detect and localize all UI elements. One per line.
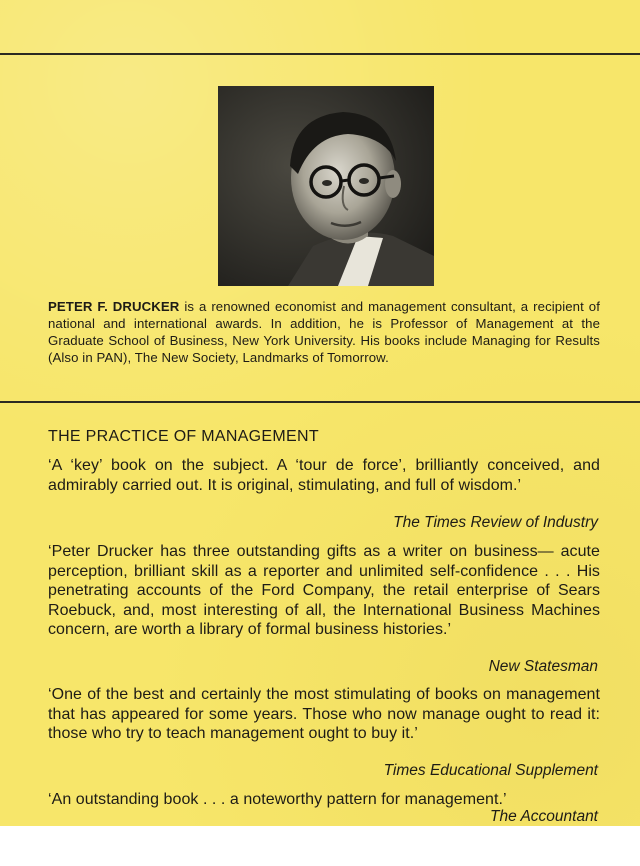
book-title: THE PRACTICE OF MANAGEMENT <box>48 428 319 445</box>
review-quote-1: ‘A ‘key’ book on the subject. A ‘tour de force’, brilliantly conceived, and admirably carried out. It is original, stimulating, and full of wisdom.’ <box>48 457 600 494</box>
review-quote-4: ‘An outstanding book . . . a noteworthy pattern for management.’ <box>48 791 507 808</box>
review-quote-2: ‘Peter Drucker has three outstanding gifts as a writer on business— acute perception, brilliant skill as a reporter and unlimited self-confidence . . . His penetrating accounts of the Ford Company, the retail enterprise of Sears Roebuck, and, most interesting of all, the International Business Machines concern, are worth a library of formal business histories.’ <box>48 543 600 638</box>
review-source-2: New Statesman <box>488 658 598 675</box>
review-quote-3: ‘One of the best and certainly the most stimulating of books on management that has appeared for some years. Those who now manage ought to read it: those who try to teach management ought to buy it.’ <box>48 686 600 742</box>
top-rule <box>0 53 640 55</box>
author-photo <box>218 86 434 286</box>
author-name: PETER F. DRUCKER <box>48 299 180 314</box>
middle-rule <box>0 401 640 403</box>
review-source-4: The Accountant <box>490 808 598 825</box>
review-source-1: The Times Review of Industry <box>393 514 598 531</box>
author-bio <box>48 298 600 366</box>
review-source-3: Times Educational Supplement <box>383 762 598 779</box>
author-portrait-image <box>218 86 434 286</box>
author-bio-text: is a renowned economist and management consultant, a recipient of national and international awards. In addition, he is Professor of Management at the Graduate School of Business, New York University. His books include Managing for Results (Also in PAN), The New Society, Landmarks of Tomorrow. <box>48 299 600 365</box>
